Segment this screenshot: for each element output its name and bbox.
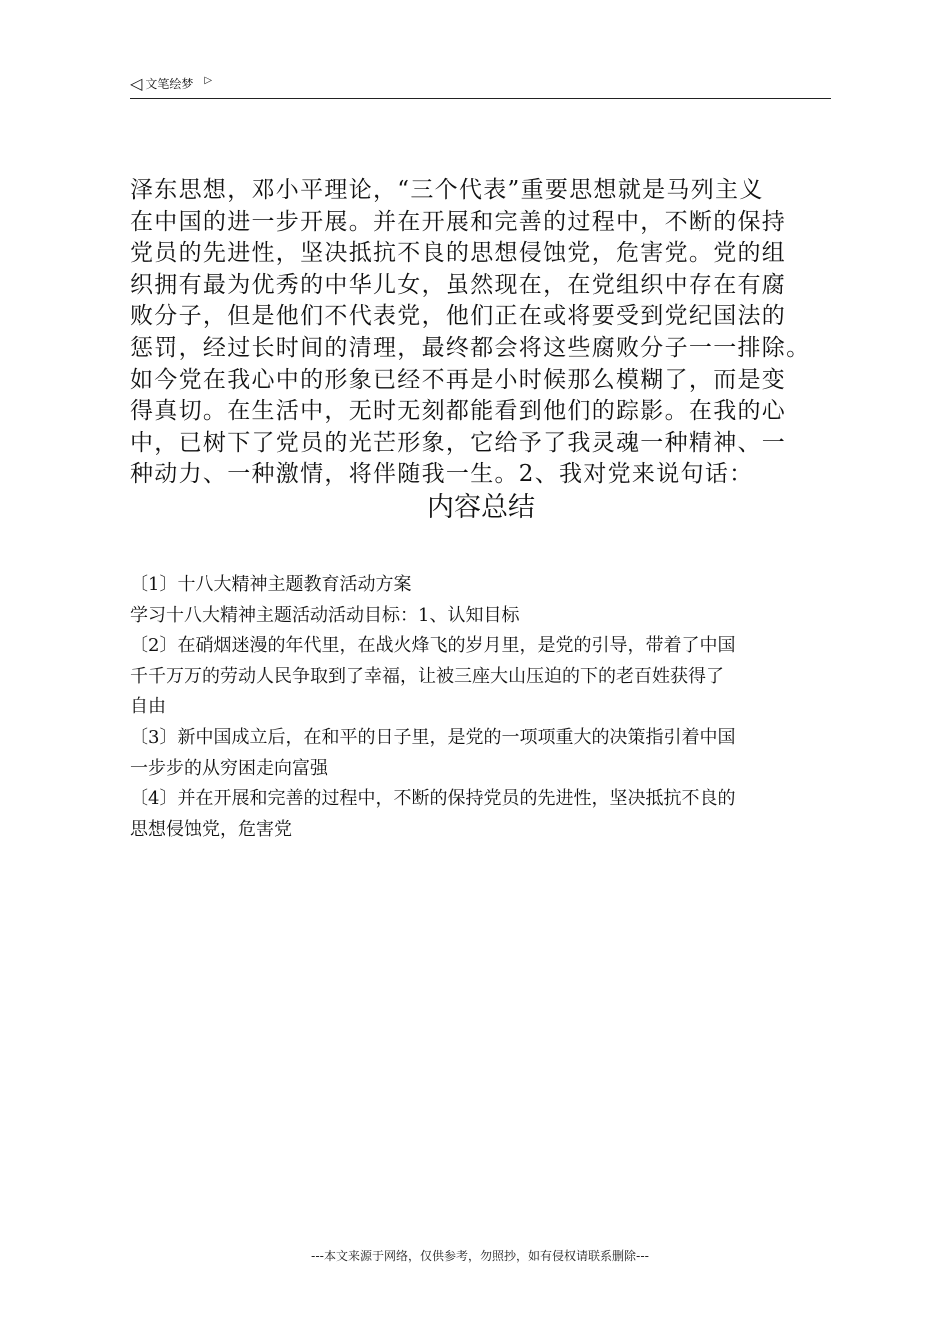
right-triangle-icon: ▷ bbox=[204, 75, 213, 86]
summary-title: 内容总结 bbox=[427, 492, 535, 523]
body-paragraph: 泽东思想，邓小平理论，“三个代表”重要思想就是马列主义 在中国的进一步开展。并在开展和完善的过程中，不断的保持 党员的先进性，坚决抵抗不良的思想侵蚀党，危害党。党的组 织拥有最为优秀的中华儿女，虽然现在，在党组织中存在有腐 败分子，但是他们不代表党，他们正在或将要受到党纪国法的 惩罚，经过长时间的清理，最终都会将这些腐败分子一一排除。 如今党在我心中的形象已经不再是小时候那么模糊了，而是变 得真切。在生活中，无时无刻都能看到他们的踪影。在我的心 中，已树下了党员的光芒形象，它给予了我灵魂一种精神、一 种动力、一种激情，将伴随我一生。2、我对党来说句话： bbox=[130, 177, 811, 488]
brand-logo bbox=[130, 74, 212, 94]
brand-label: 文笔绘梦 bbox=[145, 77, 194, 91]
summary-item-3: 〔3〕新中国成立后，在和平的日子里，是党的一项项重大的决策指引着中国 一步步的从穷困走向富强 bbox=[130, 726, 736, 779]
summary-item-4: 〔4〕并在开展和完善的过程中，不断的保持党员的先进性，坚决抵抗不良的 思想侵蚀党，危害党 bbox=[130, 788, 736, 840]
left-triangle-icon: ◁ bbox=[130, 74, 143, 93]
page-header bbox=[130, 74, 831, 99]
footer-disclaimer: ---本文来源于网络，仅供参考，勿照抄，如有侵权请联系删除--- bbox=[311, 1249, 649, 1263]
summary-item-2: 〔2〕在硝烟迷漫的年代里，在战火烽飞的岁月里，是党的引导，带着了中国 千千万万的劳动人民争取到了幸福，让被三座大山压迫的下的老百姓获得了 自由 bbox=[130, 635, 736, 718]
summary-list bbox=[130, 570, 835, 845]
summary-item-1: 〔1〕十八大精神主题教育活动方案 学习十八大精神主题活动活动目标：1、认知目标 bbox=[130, 574, 520, 626]
